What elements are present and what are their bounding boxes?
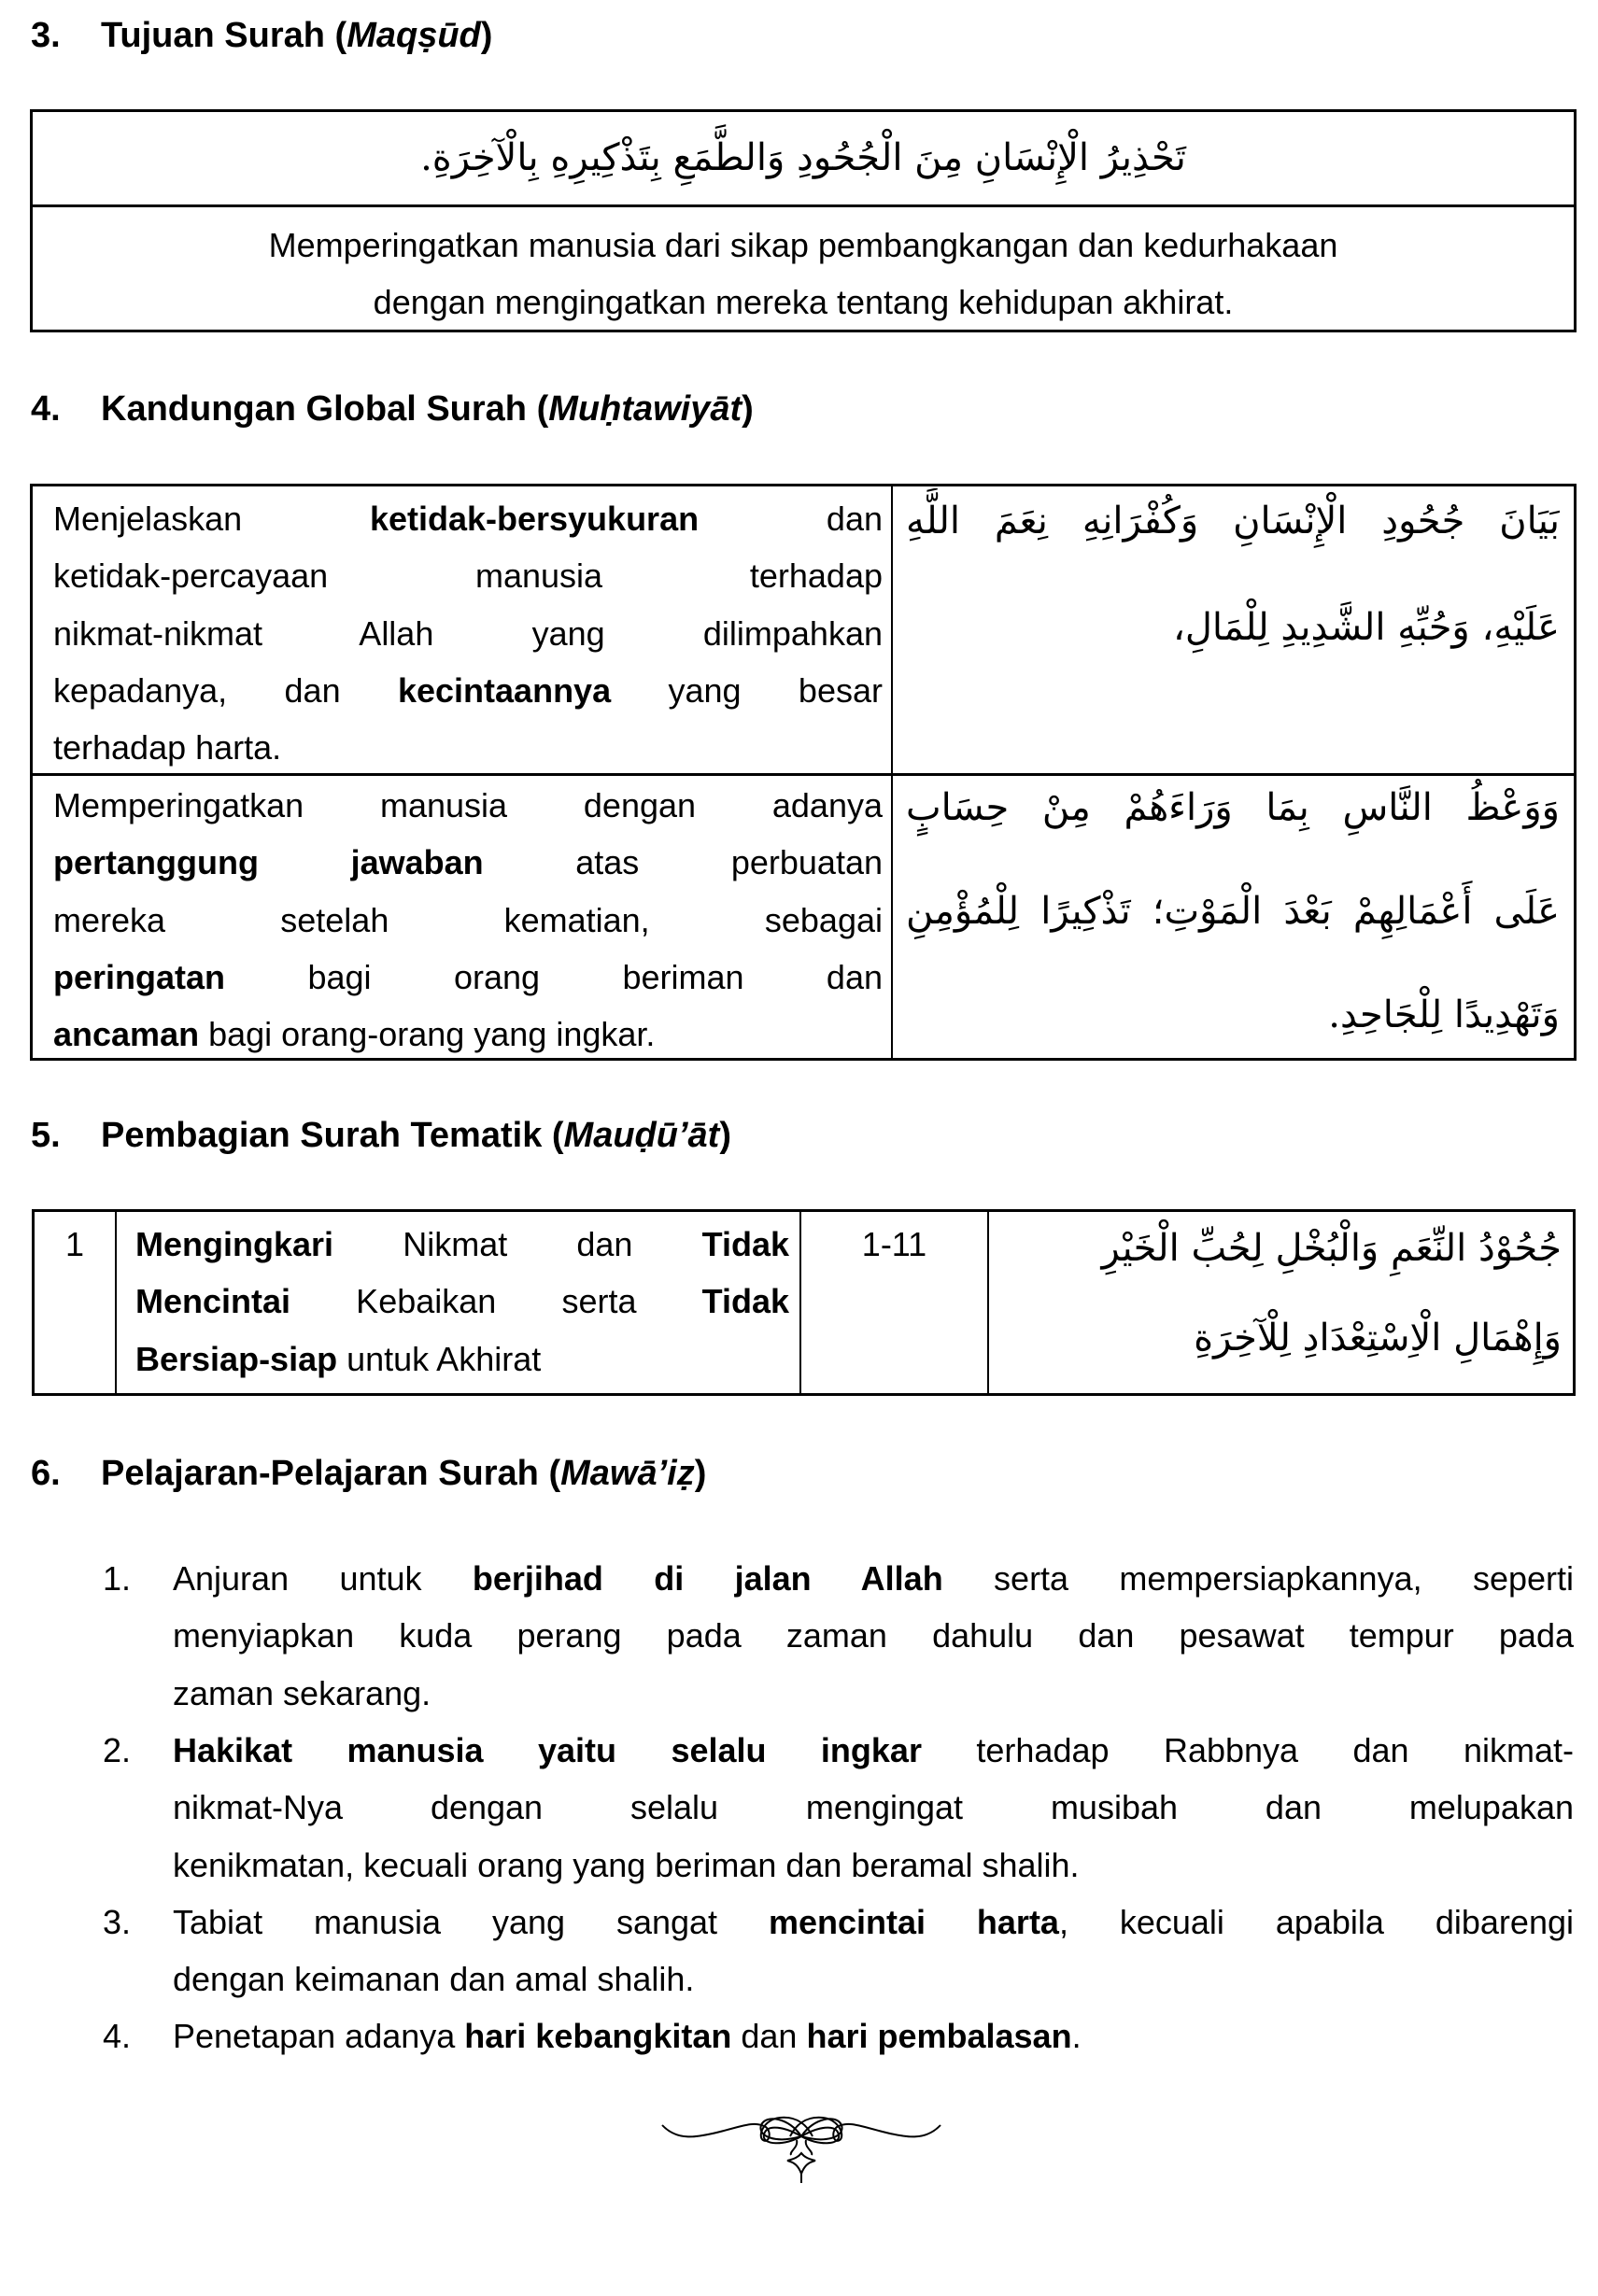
arabic-line: جُحُوْدُ النِّعَمِ وَالْبُخْلِ لِحُبِّ الْخَيْرِ: [1101, 1227, 1562, 1270]
lesson-line: [173, 1607, 1574, 1664]
bold-text: Mengingkari: [135, 1225, 334, 1263]
text: , kecuali apabila dibarengi: [1058, 1902, 1574, 1941]
bold-text: Tidak: [701, 1282, 789, 1321]
text: nikmat-nikmat Allah yang dilimpahkan: [53, 613, 883, 653]
bold-text: berjihad di jalan Allah: [472, 1559, 943, 1598]
section-title-term: Mauḍū’āt: [563, 1116, 720, 1155]
bold-text: Bersiap-siap: [135, 1339, 338, 1378]
text: terhadap harta.: [53, 728, 282, 768]
maqsud-translation-line: Memperingatkan manusia dari sikap pembangkangan dan kedurhakaan: [268, 226, 1338, 264]
muhtawiyat-table: [30, 484, 1577, 1061]
column-divider: [987, 1212, 989, 1393]
text: nikmat-Nya dengan selalu mengingat musibah dan melupakan: [173, 1788, 1574, 1827]
muhtawiyat-text-line: [53, 662, 883, 719]
text: menyiapkan kuda perang pada zaman dahulu dan pesawat tempur pada: [173, 1616, 1574, 1655]
section-3-heading: [31, 12, 492, 59]
lesson-number: 4.: [103, 2017, 132, 2056]
text: serta mempersiapkannya, seperti: [942, 1559, 1574, 1598]
arabic-line: بَيَانَ جُحُودِ الْإِنْسَانِ وَكُفْرَانِهِ نِعَمَ اللَّهِ: [906, 500, 1560, 542]
theme-number: 1: [64, 1225, 85, 1263]
section-title-term: Muḥtawiyāt: [548, 389, 742, 429]
section-number: 5.: [31, 1116, 61, 1155]
section-title: Kandungan Global Surah (: [101, 389, 549, 429]
ornament-diamond: [787, 2153, 815, 2183]
muhtawiyat-text-line: [53, 949, 883, 1006]
lesson-line: [173, 1779, 1574, 1836]
text: zaman sekarang.: [173, 1673, 431, 1712]
bold-text: ancaman: [53, 1015, 200, 1054]
bold-text: hari pembalasan: [806, 2017, 1072, 2056]
muhtawiyat-text-line: [53, 605, 883, 662]
text: Menjelaskan: [53, 500, 370, 538]
ornament-left-swash: [662, 2118, 813, 2141]
bold-text: hari kebangkitan: [464, 2017, 732, 2056]
section-number: 3.: [31, 16, 61, 55]
bold-text: peringatan: [53, 957, 226, 996]
section-title-end: ): [742, 389, 754, 429]
section-5-heading: [31, 1112, 731, 1159]
arabic-line: وَتَهْدِيدًا لِلْجَاحِدِ.: [1328, 993, 1560, 1036]
theme-title-line: [135, 1216, 789, 1273]
bold-text: kecintaannya: [397, 670, 612, 710]
bold-text: Tidak: [701, 1225, 789, 1263]
arabic-line: وَإِهْمَالِ الْاِسْتِعْدَادِ لِلْآخِرَةِ: [1194, 1317, 1562, 1359]
maqsud-table: [30, 109, 1577, 332]
text: yang besar: [611, 670, 883, 710]
section-6-heading: [31, 1450, 706, 1497]
text: Penetapan adanya: [173, 2017, 465, 2056]
bold-text: Hakikat manusia yaitu selalu ingkar: [173, 1730, 922, 1769]
text: Anjuran untuk: [173, 1559, 473, 1598]
text: dengan keimanan dan amal shalih.: [173, 1960, 695, 1999]
lesson-number: 2.: [103, 1730, 132, 1769]
lesson-line: [173, 1550, 1574, 1607]
text: Tabiat manusia yang sangat: [173, 1902, 769, 1941]
text: kenikmatan, kecuali orang yang beriman dan beramal shalih.: [173, 1845, 1080, 1884]
lesson-line: [173, 1837, 1574, 1894]
text: dan: [699, 500, 883, 538]
bold-text: ketidak-bersyukuran: [369, 500, 700, 538]
section-title: Pelajaran-Pelajaran Surah (: [101, 1454, 561, 1493]
section-number: 6.: [31, 1454, 61, 1493]
section-4-heading: [31, 386, 754, 432]
muhtawiyat-text-line: [53, 834, 883, 891]
muhtawiyat-text-line: [53, 892, 883, 949]
text: bagi orang beriman dan: [225, 957, 883, 996]
ornament-divider-icon: [658, 2108, 944, 2185]
lesson-line: [173, 1722, 1574, 1779]
lesson-line: [173, 1951, 1574, 2007]
text: bagi orang-orang yang ingkar.: [199, 1015, 656, 1054]
muhtawiyat-text-line: [53, 719, 883, 776]
text: ketidak-percayaan manusia terhadap: [53, 556, 883, 596]
text: Nikmat dan: [333, 1225, 702, 1263]
text: atas perbuatan: [483, 843, 883, 882]
section-title-end: ): [719, 1116, 731, 1155]
text: Memperingatkan manusia dengan adanya: [53, 786, 883, 824]
row-divider: [33, 204, 1574, 207]
lesson-line: [173, 1894, 1574, 1951]
maqsud-translation-line: dengan mengingatkan mereka tentang kehidupan akhirat.: [373, 283, 1234, 321]
arabic-line: وَوَعْظُ النَّاسِ بِمَا وَرَاءَهُمْ مِنْ حِسَابٍ: [906, 786, 1560, 829]
maqsud-arabic: تَحْذِيرُ الْإِنْسَانِ مِنَ الْجُحُودِ وَالطَّمَعِ بِتَذْكِيرِهِ بِالْآخِرَةِ.: [420, 136, 1186, 179]
text: terhadap Rabbnya dan nikmat-: [921, 1730, 1574, 1769]
text: .: [1071, 2017, 1082, 2056]
bold-text: Mencintai: [135, 1282, 291, 1321]
section-title-end: ): [480, 16, 493, 55]
bold-text: mencintai harta: [768, 1902, 1059, 1941]
lesson-number: 3.: [103, 1902, 132, 1941]
column-divider: [891, 486, 893, 1058]
section-title-term: Maqṣūd: [346, 16, 481, 55]
text: dan: [731, 2017, 807, 2056]
lesson-line: [173, 2007, 1574, 2064]
theme-title-line: [135, 1331, 789, 1387]
column-divider: [115, 1212, 117, 1393]
section-number: 4.: [31, 389, 61, 429]
section-title: Tujuan Surah (: [101, 16, 347, 55]
theme-title-line: [135, 1273, 789, 1330]
muhtawiyat-text-line: [53, 490, 883, 547]
text: mereka setelah kematian, sebagai: [53, 900, 883, 939]
ornament-right-swash: [790, 2118, 940, 2141]
maudhuat-table: [32, 1209, 1576, 1396]
text: untuk Akhirat: [337, 1339, 542, 1378]
muhtawiyat-text-line: [53, 777, 883, 834]
text: Kebaikan serta: [290, 1282, 702, 1321]
section-title-term: Mawā’iẓ: [560, 1454, 695, 1493]
theme-verses: 1-11: [861, 1225, 927, 1263]
muhtawiyat-text-line: [53, 547, 883, 604]
muhtawiyat-text-line: [53, 1006, 883, 1063]
text: kepadanya, dan: [53, 670, 398, 710]
arabic-line: عَلَيْهِ، وَحُبِّهِ الشَّدِيدِ لِلْمَالِ،: [1172, 606, 1560, 649]
bold-text: pertanggung jawaban: [53, 843, 484, 882]
section-title: Pembagian Surah Tematik (: [101, 1116, 564, 1155]
section-title-end: ): [694, 1454, 707, 1493]
lesson-number: 1.: [103, 1559, 132, 1598]
lesson-line: [173, 1665, 1574, 1722]
arabic-line: عَلَى أَعْمَالِهِمْ بَعْدَ الْمَوْتِ؛ تَذْكِيرًا لِلْمُؤْمِنِ: [906, 890, 1560, 933]
